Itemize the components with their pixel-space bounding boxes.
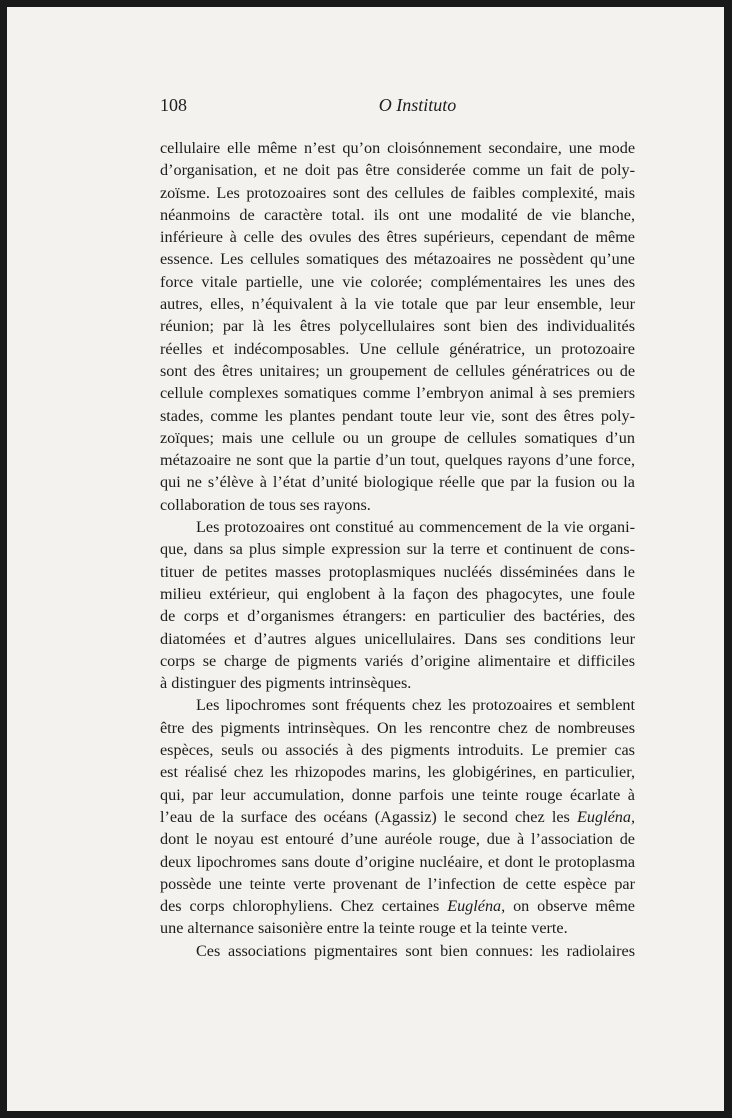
text-line: cellulaire elle même n’est qu’on cloisónnement secondaire, une mode	[160, 139, 635, 157]
body-text	[160, 137, 635, 962]
running-title: O Instituto	[378, 95, 457, 115]
text-line: Ces associations pigmentaires sont bien connues: les radiolaires	[196, 941, 635, 960]
text-line: cellule complexes somatiques comme l’embryon animal à ses premiers	[160, 384, 635, 403]
text-line: tituer de petites masses protoplasmiques nucléés disséminées dans le	[160, 562, 635, 581]
text-line: Les lipochromes sont fréquents chez les protozoaires et semblent	[196, 696, 635, 715]
text-line: stades, comme les plantes pendant toute leur vie, sont des êtres poly-	[160, 406, 635, 425]
text-line: réunion; par là les êtres polycellulaires sont bien des individualités	[160, 317, 635, 336]
text-line: autres, elles, n’équivalent à la vie totale que par leur ensemble, leur	[160, 295, 635, 314]
text-line: sont des êtres unitaires; un groupement de cellules génératrices ou de	[160, 361, 635, 380]
text-line: métazoaire ne sont que la partie d’un tout, quelques rayons d’une force,	[160, 451, 635, 470]
text-line: est réalisé chez les rhizopodes marins, les globigérines, en particulier,	[160, 763, 635, 782]
text-line: qui, par leur accumulation, donne parfois une teinte rouge écarlate à	[160, 785, 635, 804]
text-line: des corps chlorophyliens. Chez certaines Eugléna, on observe même	[160, 897, 635, 916]
text-line: collaboration de tous ses rayons.	[160, 495, 371, 514]
text-line: être des pigments intrinsèques. On les rencontre chez de nombreuses	[160, 718, 635, 737]
text-line: zoïsme. Les protozoaires sont des cellules de faibles complexité, mais	[160, 183, 635, 202]
text-line: que, dans sa plus simple expression sur la terre et continuent de cons-	[160, 540, 635, 559]
text-line: corps se charge de pigments variés d’origine alimentaire et difficiles	[160, 651, 635, 670]
text-line: inférieure à celle des ovules des êtres supérieurs, cependant de même	[160, 228, 635, 247]
text-line: de corps et d’organismes étrangers: en particulier des bactéries, des	[160, 607, 635, 626]
page-header	[160, 95, 635, 121]
text-line: qui ne s’élève à l’état d’unité biologique réelle que par la fusion ou la	[160, 473, 635, 492]
text-line: milieu extérieur, qui englobent à la façon des phagocytes, une foule	[160, 584, 635, 603]
text-line: à distinguer des pigments intrinsèques.	[160, 674, 412, 693]
text-line: force vitale partielle, une vie colorée; complémentaires les unes des	[160, 272, 635, 291]
text-line: essence. Les cellules somatiques des métazoaires ne possèdent qu’une	[160, 250, 635, 269]
page-number: 108	[160, 95, 187, 115]
text-line: deux lipochromes sans doute d’origine nucléaire, et dont le protoplasma	[160, 852, 635, 871]
text-line: zoïques; mais une cellule ou un groupe de cellules somatiques d’un	[160, 428, 635, 447]
text-line: l’eau de la surface des océans (Agassiz) le second chez les Eugléna,	[160, 807, 635, 826]
text-line: réelles et indécomposables. Une cellule génératrice, un protozoaire	[160, 339, 635, 358]
text-line: espèces, seuls ou associés à des pigments introduits. Le premier cas	[160, 741, 635, 760]
text-line: néanmoins de caractère total. ils ont une modalité de vie blanche,	[160, 205, 635, 224]
text-line: diatomées et d’autres algues unicellulaires. Dans ses conditions leur	[160, 629, 635, 648]
text-line: d’organisation, et ne doit pas être considerée comme un fait de poly-	[160, 161, 635, 180]
text-line: possède une teinte verte provenant de l’infection de cette espèce par	[160, 874, 635, 893]
text-line: Les protozoaires ont constitué au commencement de la vie organi-	[196, 518, 635, 537]
text-line: dont le noyau est entouré d’une auréole rouge, due à l’association de	[160, 830, 635, 849]
page-sheet	[7, 7, 724, 1111]
text-line: une alternance saisonière entre la teinte rouge et la teinte verte.	[160, 919, 568, 938]
